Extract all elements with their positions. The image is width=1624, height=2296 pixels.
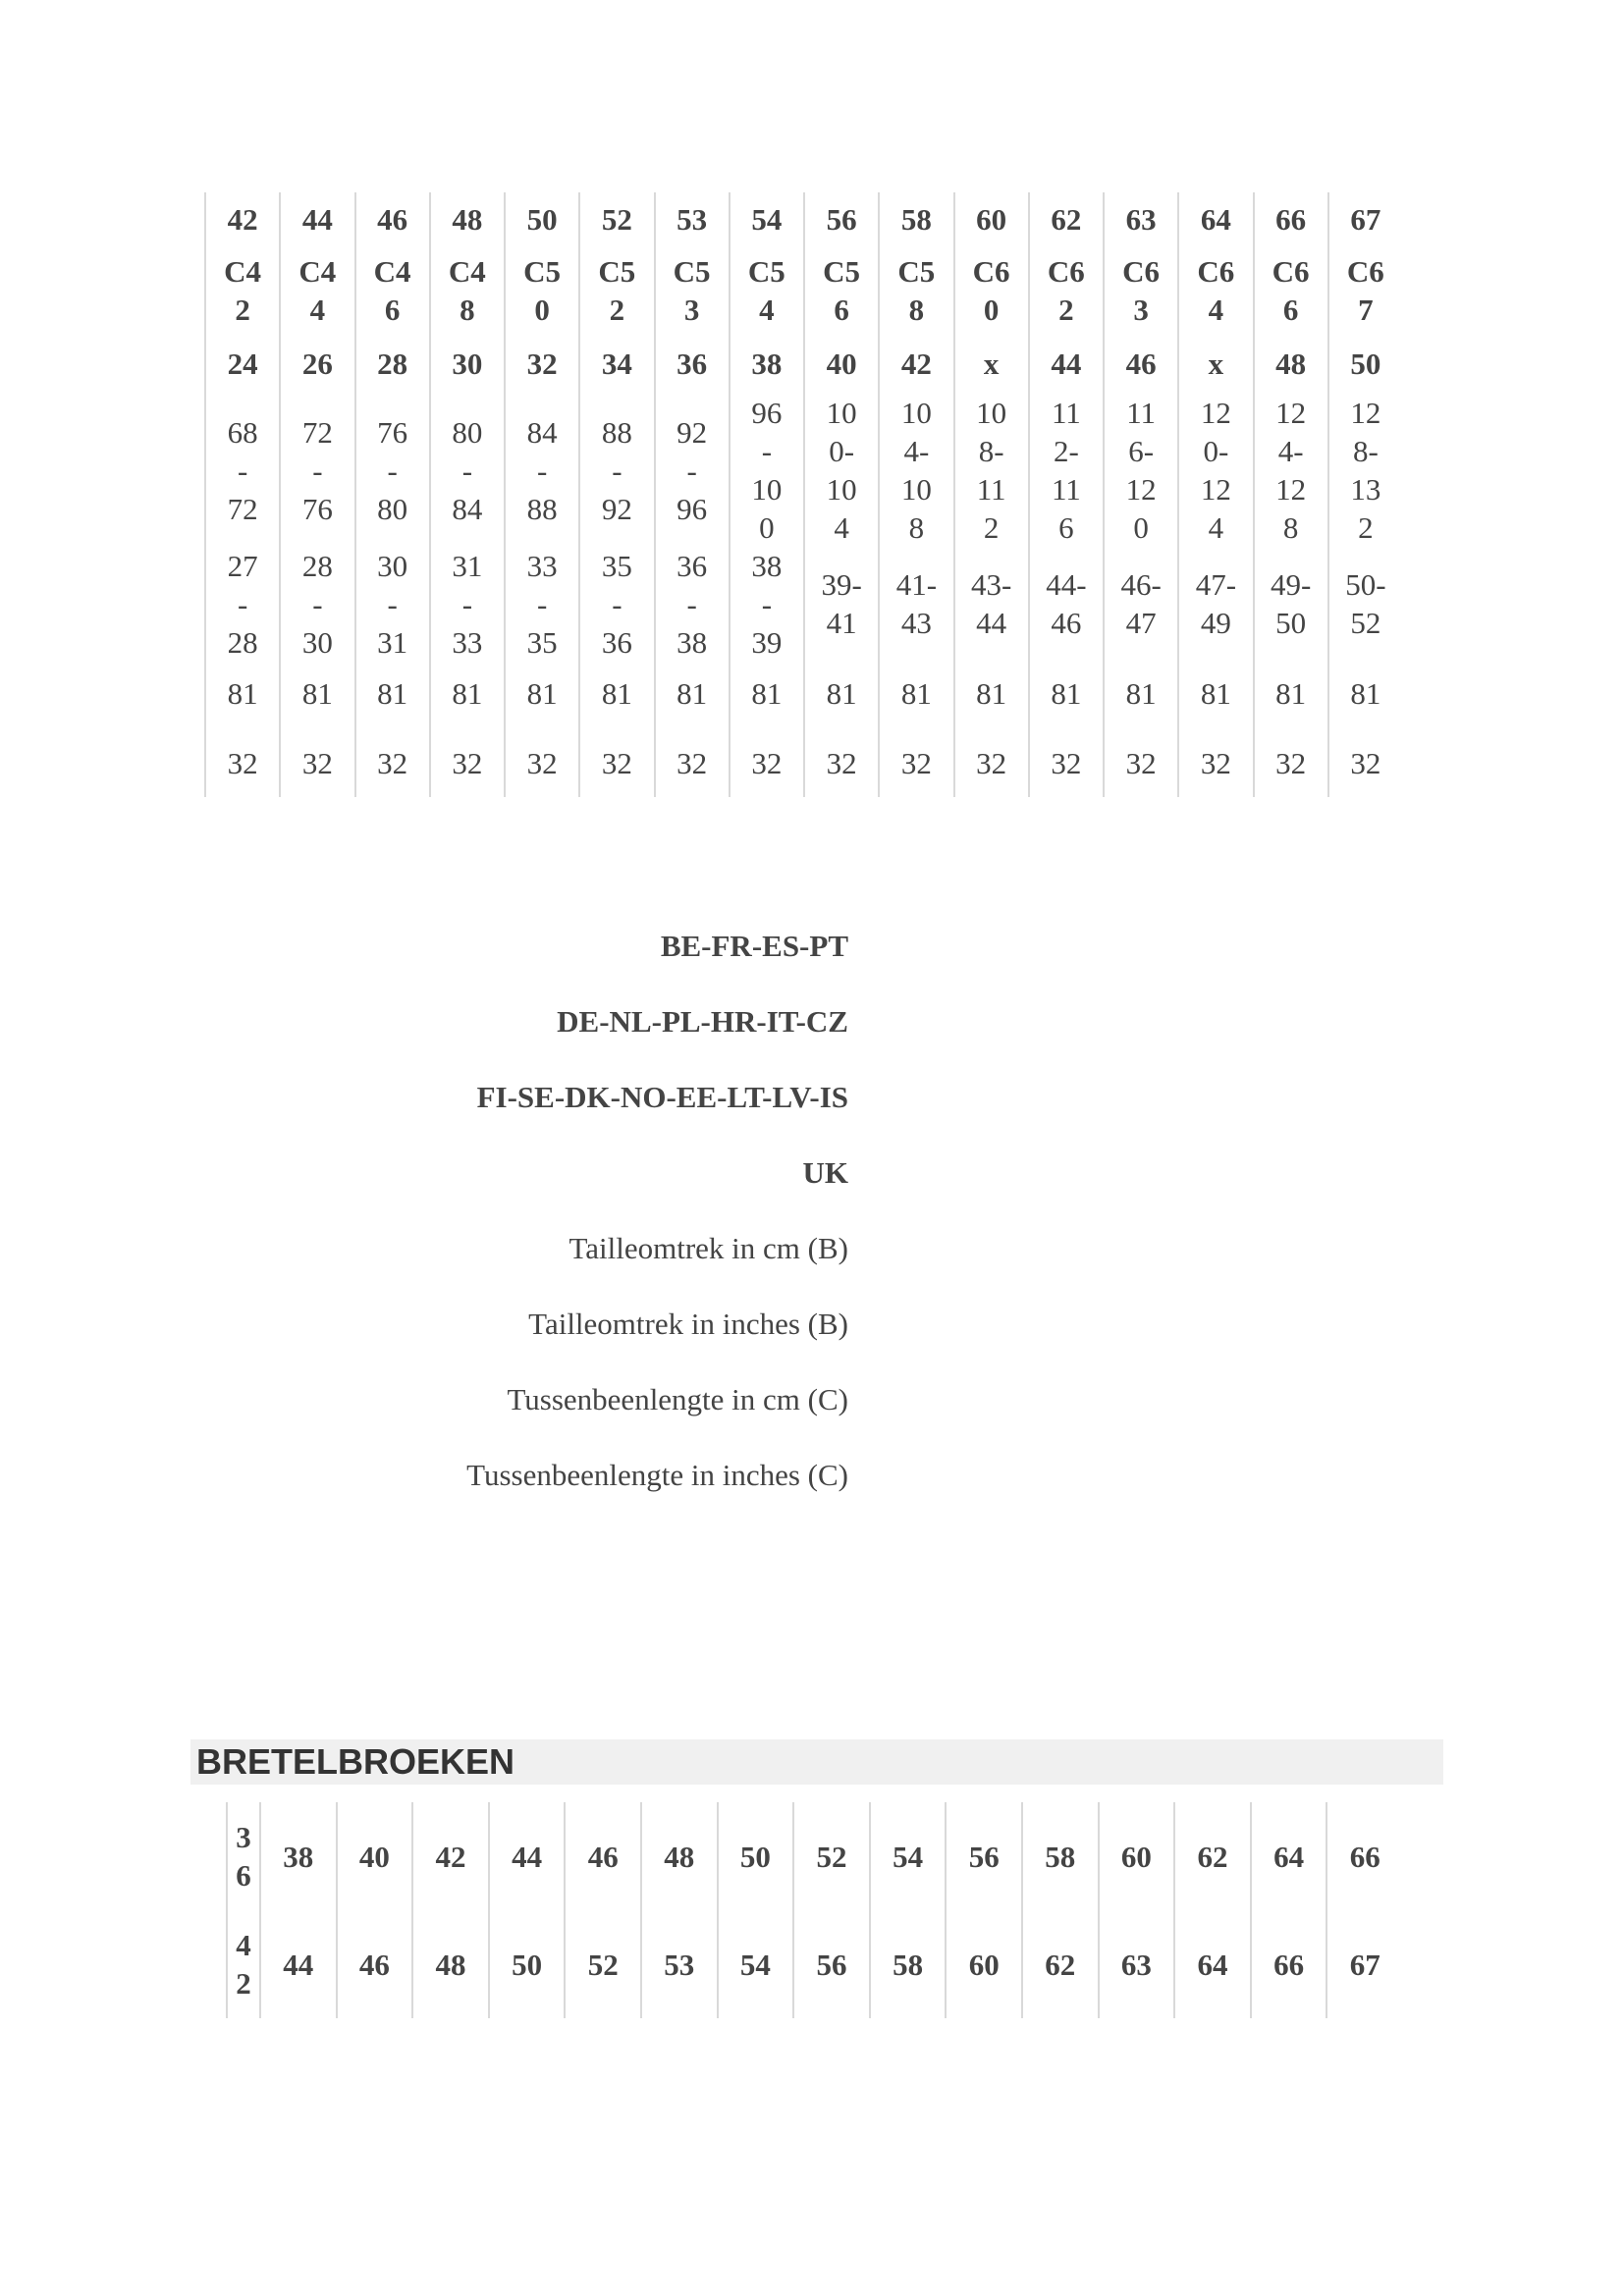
table-cell: 31 - 33 — [429, 550, 504, 658]
row-label: UK — [802, 1155, 848, 1190]
table-cell: x — [1177, 336, 1252, 391]
table-cell: 81 — [803, 658, 878, 728]
table-cell: 81 — [729, 658, 803, 728]
table-cell: 58 — [1021, 1802, 1098, 1910]
table-cell: 38 — [259, 1802, 336, 1910]
table-cell: 81 — [504, 658, 578, 728]
table-cell: 60 — [945, 1910, 1021, 2018]
table-cell: 30 — [429, 336, 504, 391]
table-cell: 28 - 30 — [279, 550, 353, 658]
table-cell: C6 3 — [1103, 245, 1177, 336]
table-cell: 28 — [354, 336, 429, 391]
table-cell: 48 — [411, 1910, 488, 2018]
table-cell: 32 — [953, 728, 1028, 797]
table-cell: 32 — [578, 728, 653, 797]
table-cell: 88 - 92 — [578, 391, 653, 550]
table-cell: C5 8 — [878, 245, 952, 336]
table-cell: 62 — [1028, 192, 1103, 245]
table-cell: 24 — [204, 336, 279, 391]
table-cell: 46- 47 — [1103, 550, 1177, 658]
table-cell: 32 — [279, 728, 353, 797]
row-labels — [466, 927, 848, 1531]
table-cell: 43- 44 — [953, 550, 1028, 658]
table-cell: 34 — [578, 336, 653, 391]
table-cell: 32 — [1103, 728, 1177, 797]
table-cell: 30 - 31 — [354, 550, 429, 658]
table-cell: 3 6 — [226, 1802, 259, 1910]
table-cell: C6 6 — [1253, 245, 1327, 336]
table-cell: 44 — [1028, 336, 1103, 391]
table-cell: 32 — [204, 728, 279, 797]
table-cell: 46 — [336, 1910, 412, 2018]
row-label: FI-SE-DK-NO-EE-LT-LV-IS — [476, 1080, 848, 1114]
table-cell: 35 - 36 — [578, 550, 653, 658]
table-cell: 33 - 35 — [504, 550, 578, 658]
table-cell: 32 — [504, 728, 578, 797]
table-cell: 32 — [504, 336, 578, 391]
table-cell: 11 2- 11 6 — [1028, 391, 1103, 550]
table-cell: 50 — [504, 192, 578, 245]
table-cell: 68 - 72 — [204, 391, 279, 550]
table-cell: 26 — [279, 336, 353, 391]
table-cell: 54 — [869, 1802, 946, 1910]
table-cell: 32 — [654, 728, 729, 797]
row-label: DE-NL-PL-HR-IT-CZ — [557, 1004, 848, 1039]
table-cell: 32 — [354, 728, 429, 797]
table-cell: 60 — [1098, 1802, 1174, 1910]
row-label: Tussenbeenlengte in cm (C) — [507, 1382, 848, 1416]
table-cell: 32 — [1253, 728, 1327, 797]
table-cell: 38 - 39 — [729, 550, 803, 658]
table-cell: 54 — [717, 1910, 793, 2018]
table-cell: 81 — [578, 658, 653, 728]
table-cell: 36 — [654, 336, 729, 391]
table-cell: 42 — [878, 336, 952, 391]
table-cell: 32 — [1327, 728, 1402, 797]
row-label: Tussenbeenlengte in inches (C) — [466, 1458, 848, 1492]
table-cell: 41- 43 — [878, 550, 952, 658]
table-cell: 66 — [1326, 1802, 1402, 1910]
table-cell: 32 — [1028, 728, 1103, 797]
table-cell: 27 - 28 — [204, 550, 279, 658]
table-cell: x — [953, 336, 1028, 391]
table-cell: 81 — [1253, 658, 1327, 728]
table-cell: C6 4 — [1177, 245, 1252, 336]
table-cell: 40 — [803, 336, 878, 391]
table-cell: 81 — [279, 658, 353, 728]
table-cell: 10 4- 10 8 — [878, 391, 952, 550]
table-cell: 81 — [953, 658, 1028, 728]
size-table-bretelbroeken — [226, 1802, 1402, 2018]
table-cell: 81 — [878, 658, 952, 728]
table-cell: 66 — [1253, 192, 1327, 245]
table-cell: C4 6 — [354, 245, 429, 336]
table-cell: 44 — [259, 1910, 336, 2018]
table-cell: 53 — [640, 1910, 717, 2018]
table-cell: 40 — [336, 1802, 412, 1910]
table-cell: 80 - 84 — [429, 391, 504, 550]
table-cell: 52 — [564, 1910, 640, 2018]
table-cell: 66 — [1250, 1910, 1326, 2018]
table-cell: 44 — [279, 192, 353, 245]
table-cell: C6 2 — [1028, 245, 1103, 336]
row-label: Tailleomtrek in inches (B) — [528, 1307, 848, 1341]
table-cell: 62 — [1021, 1910, 1098, 2018]
row-label: Tailleomtrek in cm (B) — [568, 1231, 848, 1265]
table-cell: 92 - 96 — [654, 391, 729, 550]
table-cell: 81 — [1327, 658, 1402, 728]
table-cell: 63 — [1103, 192, 1177, 245]
table-cell: 46 — [564, 1802, 640, 1910]
table-cell: 39- 41 — [803, 550, 878, 658]
table-cell: C5 3 — [654, 245, 729, 336]
table-cell: 32 — [429, 728, 504, 797]
table-cell: C5 0 — [504, 245, 578, 336]
table-cell: 36 - 38 — [654, 550, 729, 658]
table-cell: 81 — [654, 658, 729, 728]
table-cell: 50 — [488, 1910, 565, 2018]
table-cell: 50- 52 — [1327, 550, 1402, 658]
table-cell: 54 — [729, 192, 803, 245]
table-cell: 32 — [1177, 728, 1252, 797]
table-cell: 52 — [578, 192, 653, 245]
table-cell: 67 — [1327, 192, 1402, 245]
table-cell: C6 0 — [953, 245, 1028, 336]
table-cell: 81 — [204, 658, 279, 728]
table-cell: 52 — [792, 1802, 869, 1910]
table-cell: 62 — [1173, 1802, 1250, 1910]
table-cell: C4 2 — [204, 245, 279, 336]
table-cell: 12 8- 13 2 — [1327, 391, 1402, 550]
table-cell: C5 6 — [803, 245, 878, 336]
table-cell: 46 — [1103, 336, 1177, 391]
table-cell: 81 — [1177, 658, 1252, 728]
section-heading: BRETELBROEKEN — [196, 1741, 515, 1782]
table-cell: 58 — [869, 1910, 946, 2018]
table-cell: 64 — [1173, 1910, 1250, 2018]
table-cell: 50 — [1327, 336, 1402, 391]
table-cell: 81 — [354, 658, 429, 728]
table-cell: 12 4- 12 8 — [1253, 391, 1327, 550]
table-cell: 81 — [429, 658, 504, 728]
table-cell: 42 — [204, 192, 279, 245]
table-cell: 11 6- 12 0 — [1103, 391, 1177, 550]
table-cell: 81 — [1028, 658, 1103, 728]
table-cell: 56 — [803, 192, 878, 245]
table-cell: 38 — [729, 336, 803, 391]
table-cell: 64 — [1177, 192, 1252, 245]
table-cell: C5 4 — [729, 245, 803, 336]
row-label: BE-FR-ES-PT — [660, 929, 848, 963]
table-cell: 56 — [792, 1910, 869, 2018]
table-cell: 50 — [717, 1802, 793, 1910]
table-cell: 72 - 76 — [279, 391, 353, 550]
table-cell: 47- 49 — [1177, 550, 1252, 658]
table-cell: 56 — [945, 1802, 1021, 1910]
table-cell: C4 4 — [279, 245, 353, 336]
table-cell: 84 - 88 — [504, 391, 578, 550]
table-cell: 12 0- 12 4 — [1177, 391, 1252, 550]
table-cell: 60 — [953, 192, 1028, 245]
table-cell: C6 7 — [1327, 245, 1402, 336]
table-cell: 46 — [354, 192, 429, 245]
table-cell: 44 — [488, 1802, 565, 1910]
table-cell: 10 8- 11 2 — [953, 391, 1028, 550]
table-cell: C5 2 — [578, 245, 653, 336]
table-cell: 32 — [729, 728, 803, 797]
table-cell: C4 8 — [429, 245, 504, 336]
table-cell: 42 — [411, 1802, 488, 1910]
table-cell: 32 — [878, 728, 952, 797]
table-cell: 58 — [878, 192, 952, 245]
table-cell: 4 2 — [226, 1910, 259, 2018]
table-cell: 48 — [640, 1802, 717, 1910]
table-cell: 48 — [1253, 336, 1327, 391]
table-cell: 96 - 10 0 — [729, 391, 803, 550]
table-cell: 49- 50 — [1253, 550, 1327, 658]
table-cell: 81 — [1103, 658, 1177, 728]
section-heading-bar — [190, 1739, 1443, 1785]
table-cell: 64 — [1250, 1802, 1326, 1910]
table-cell: 63 — [1098, 1910, 1174, 2018]
table-cell: 67 — [1326, 1910, 1402, 2018]
table-cell: 76 - 80 — [354, 391, 429, 550]
table-cell: 48 — [429, 192, 504, 245]
table-cell: 53 — [654, 192, 729, 245]
table-cell: 32 — [803, 728, 878, 797]
table-cell: 44- 46 — [1028, 550, 1103, 658]
table-cell: 10 0- 10 4 — [803, 391, 878, 550]
size-table-top — [204, 192, 1402, 797]
